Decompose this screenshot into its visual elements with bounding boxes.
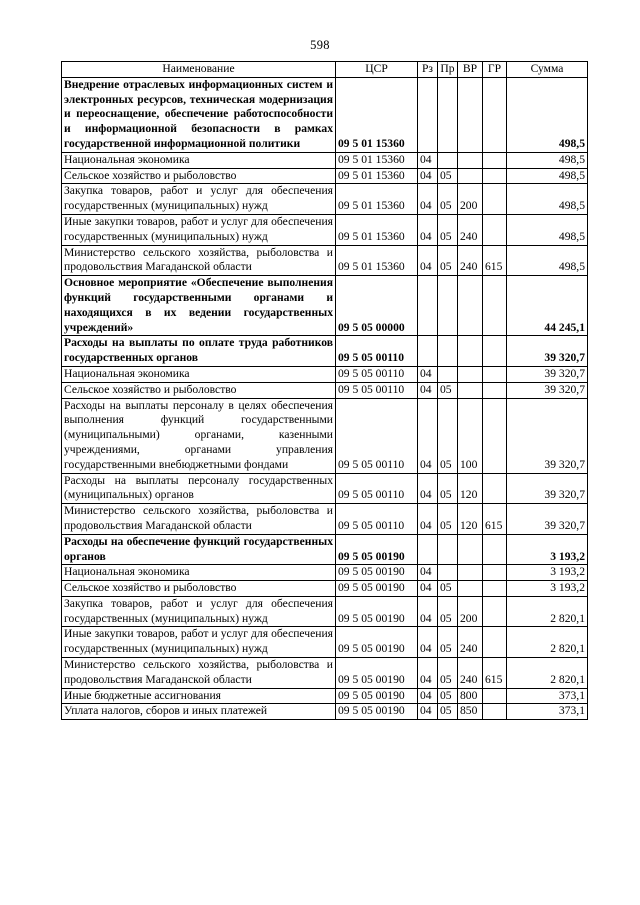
cell-rz <box>418 276 438 336</box>
cell-vr: 850 <box>458 704 483 720</box>
cell-rz: 04 <box>418 658 438 689</box>
cell-name: Закупка товаров, работ и услуг для обеспечения государственных (муниципальных) нужд <box>62 596 336 627</box>
cell-name: Министерство сельского хозяйства, рыболовства и продовольствия Магаданской области <box>62 658 336 689</box>
cell-sum: 2 820,1 <box>507 596 588 627</box>
cell-name: Иные закупки товаров, работ и услуг для обеспечения государственных (муниципальных) нужд <box>62 627 336 658</box>
cell-sum: 44 245,1 <box>507 276 588 336</box>
cell-rz: 04 <box>418 184 438 215</box>
cell-sum: 498,5 <box>507 152 588 168</box>
cell-rz <box>418 336 438 367</box>
cell-gr: 615 <box>483 658 507 689</box>
cell-vr: 200 <box>458 184 483 215</box>
cell-vr <box>458 152 483 168</box>
cell-rz: 04 <box>418 596 438 627</box>
cell-pr: 05 <box>438 504 458 535</box>
table-body <box>62 62 588 720</box>
cell-gr <box>483 336 507 367</box>
table-row <box>62 596 588 627</box>
cell-vr <box>458 366 483 382</box>
cell-csr: 09 5 01 15360 <box>336 152 418 168</box>
table-row <box>62 77 588 152</box>
cell-csr: 09 5 01 15360 <box>336 168 418 184</box>
cell-pr <box>438 534 458 565</box>
cell-gr <box>483 534 507 565</box>
cell-pr: 05 <box>438 581 458 597</box>
cell-vr: 120 <box>458 473 483 504</box>
cell-csr: 09 5 01 15360 <box>336 245 418 276</box>
cell-rz: 04 <box>418 581 438 597</box>
table-row <box>62 398 588 473</box>
cell-sum: 39 320,7 <box>507 366 588 382</box>
header-vr: ВР <box>458 62 483 78</box>
page-number: 598 <box>310 38 330 52</box>
cell-csr: 09 5 05 00190 <box>336 688 418 704</box>
cell-gr <box>483 382 507 398</box>
budget-table <box>61 61 588 720</box>
cell-vr: 100 <box>458 398 483 473</box>
cell-sum: 2 820,1 <box>507 658 588 689</box>
cell-gr <box>483 596 507 627</box>
header-sum: Сумма <box>507 62 588 78</box>
cell-csr: 09 5 05 00110 <box>336 336 418 367</box>
cell-vr <box>458 581 483 597</box>
table-row <box>62 704 588 720</box>
cell-pr <box>438 276 458 336</box>
cell-sum: 39 320,7 <box>507 382 588 398</box>
cell-csr: 09 5 05 00190 <box>336 627 418 658</box>
cell-sum: 39 320,7 <box>507 504 588 535</box>
table-row <box>62 366 588 382</box>
cell-csr: 09 5 05 00110 <box>336 398 418 473</box>
table-row <box>62 214 588 245</box>
cell-rz: 04 <box>418 366 438 382</box>
table-row <box>62 276 588 336</box>
cell-vr <box>458 276 483 336</box>
cell-csr: 09 5 05 00110 <box>336 504 418 535</box>
cell-sum: 498,5 <box>507 77 588 152</box>
cell-rz: 04 <box>418 245 438 276</box>
cell-pr: 05 <box>438 688 458 704</box>
cell-vr <box>458 565 483 581</box>
cell-gr <box>483 276 507 336</box>
cell-rz: 04 <box>418 168 438 184</box>
cell-vr: 240 <box>458 214 483 245</box>
cell-pr <box>438 565 458 581</box>
cell-rz: 04 <box>418 688 438 704</box>
table-row <box>62 565 588 581</box>
cell-pr <box>438 336 458 367</box>
cell-pr: 05 <box>438 596 458 627</box>
header-rz: Рз <box>418 62 438 78</box>
header-gr: ГР <box>483 62 507 78</box>
cell-sum: 2 820,1 <box>507 627 588 658</box>
cell-name: Сельское хозяйство и рыболовство <box>62 168 336 184</box>
table-row <box>62 152 588 168</box>
cell-rz: 04 <box>418 382 438 398</box>
cell-name: Расходы на обеспечение функций государственных органов <box>62 534 336 565</box>
cell-rz: 04 <box>418 704 438 720</box>
cell-gr <box>483 214 507 245</box>
table-row <box>62 336 588 367</box>
cell-csr: 09 5 01 15360 <box>336 214 418 245</box>
table-row <box>62 534 588 565</box>
cell-pr: 05 <box>438 398 458 473</box>
cell-pr: 05 <box>438 382 458 398</box>
cell-name: Иные бюджетные ассигнования <box>62 688 336 704</box>
table-row <box>62 581 588 597</box>
cell-sum: 3 193,2 <box>507 565 588 581</box>
cell-gr: 615 <box>483 504 507 535</box>
table-row <box>62 504 588 535</box>
cell-rz: 04 <box>418 473 438 504</box>
cell-csr: 09 5 05 00190 <box>336 596 418 627</box>
cell-pr <box>438 77 458 152</box>
cell-vr <box>458 382 483 398</box>
cell-name: Сельское хозяйство и рыболовство <box>62 382 336 398</box>
header-csr: ЦСР <box>336 62 418 78</box>
cell-sum: 498,5 <box>507 214 588 245</box>
cell-rz: 04 <box>418 214 438 245</box>
cell-vr: 240 <box>458 245 483 276</box>
cell-name: Сельское хозяйство и рыболовство <box>62 581 336 597</box>
cell-rz <box>418 77 438 152</box>
header-name: Наименование <box>62 62 336 78</box>
cell-gr <box>483 366 507 382</box>
cell-gr <box>483 77 507 152</box>
cell-pr <box>438 366 458 382</box>
table-row <box>62 658 588 689</box>
cell-csr: 09 5 05 00190 <box>336 704 418 720</box>
cell-csr: 09 5 05 00190 <box>336 565 418 581</box>
cell-vr <box>458 77 483 152</box>
cell-gr <box>483 168 507 184</box>
cell-sum: 39 320,7 <box>507 336 588 367</box>
cell-csr: 09 5 05 00000 <box>336 276 418 336</box>
cell-name: Национальная экономика <box>62 565 336 581</box>
header-pr: Пр <box>438 62 458 78</box>
cell-name: Национальная экономика <box>62 152 336 168</box>
cell-name: Иные закупки товаров, работ и услуг для обеспечения государственных (муниципальных) нужд <box>62 214 336 245</box>
cell-name: Расходы на выплаты по оплате труда работников государственных органов <box>62 336 336 367</box>
cell-vr: 200 <box>458 596 483 627</box>
table-row <box>62 473 588 504</box>
cell-gr <box>483 688 507 704</box>
table-row <box>62 245 588 276</box>
cell-gr <box>483 473 507 504</box>
cell-name: Министерство сельского хозяйства, рыболовства и продовольствия Магаданской области <box>62 504 336 535</box>
table-header-row <box>62 62 588 78</box>
cell-rz: 04 <box>418 398 438 473</box>
cell-csr: 09 5 05 00110 <box>336 382 418 398</box>
cell-gr <box>483 398 507 473</box>
cell-rz: 04 <box>418 504 438 535</box>
cell-vr <box>458 336 483 367</box>
cell-name: Основное мероприятие «Обеспечение выполнения функций государственными органами и находящихся в их ведении государственных учреждений» <box>62 276 336 336</box>
cell-rz <box>418 534 438 565</box>
cell-csr: 09 5 05 00110 <box>336 473 418 504</box>
cell-name: Национальная экономика <box>62 366 336 382</box>
cell-pr: 05 <box>438 627 458 658</box>
cell-vr <box>458 168 483 184</box>
cell-name: Внедрение отраслевых информационных систем и электронных ресурсов, техническая модернизация и переоснащение, обеспечение работоспособности и информационной безопасности в рамках государственной информационной политики <box>62 77 336 152</box>
cell-sum: 39 320,7 <box>507 473 588 504</box>
cell-vr: 240 <box>458 658 483 689</box>
cell-sum: 498,5 <box>507 245 588 276</box>
cell-rz: 04 <box>418 565 438 581</box>
cell-pr: 05 <box>438 184 458 215</box>
cell-vr: 120 <box>458 504 483 535</box>
cell-gr <box>483 565 507 581</box>
cell-pr: 05 <box>438 704 458 720</box>
cell-csr: 09 5 05 00190 <box>336 581 418 597</box>
cell-pr: 05 <box>438 168 458 184</box>
table-row <box>62 382 588 398</box>
cell-sum: 498,5 <box>507 184 588 215</box>
cell-csr: 09 5 05 00190 <box>336 534 418 565</box>
cell-pr: 05 <box>438 658 458 689</box>
cell-pr <box>438 152 458 168</box>
cell-gr <box>483 627 507 658</box>
cell-rz: 04 <box>418 627 438 658</box>
cell-rz: 04 <box>418 152 438 168</box>
cell-gr: 615 <box>483 245 507 276</box>
cell-pr: 05 <box>438 245 458 276</box>
cell-pr: 05 <box>438 214 458 245</box>
cell-gr <box>483 704 507 720</box>
table-row <box>62 688 588 704</box>
cell-gr <box>483 581 507 597</box>
cell-name: Закупка товаров, работ и услуг для обеспечения государственных (муниципальных) нужд <box>62 184 336 215</box>
cell-sum: 498,5 <box>507 168 588 184</box>
cell-sum: 3 193,2 <box>507 534 588 565</box>
cell-pr: 05 <box>438 473 458 504</box>
cell-gr <box>483 152 507 168</box>
table-row <box>62 627 588 658</box>
cell-sum: 373,1 <box>507 688 588 704</box>
cell-gr <box>483 184 507 215</box>
cell-name: Министерство сельского хозяйства, рыболовства и продовольствия Магаданской области <box>62 245 336 276</box>
cell-name: Уплата налогов, сборов и иных платежей <box>62 704 336 720</box>
cell-vr: 800 <box>458 688 483 704</box>
cell-csr: 09 5 01 15360 <box>336 184 418 215</box>
cell-sum: 373,1 <box>507 704 588 720</box>
table-row <box>62 168 588 184</box>
cell-name: Расходы на выплаты персоналу в целях обеспечения выполнения функций государственными (муниципальными) органами, казенными учреждениями, органами управления государственными внебюджетными фондами <box>62 398 336 473</box>
cell-csr: 09 5 05 00190 <box>336 658 418 689</box>
cell-vr <box>458 534 483 565</box>
cell-sum: 39 320,7 <box>507 398 588 473</box>
cell-csr: 09 5 05 00110 <box>336 366 418 382</box>
table-row <box>62 184 588 215</box>
cell-csr: 09 5 01 15360 <box>336 77 418 152</box>
cell-name: Расходы на выплаты персоналу государственных (муниципальных) органов <box>62 473 336 504</box>
cell-sum: 3 193,2 <box>507 581 588 597</box>
cell-vr: 240 <box>458 627 483 658</box>
